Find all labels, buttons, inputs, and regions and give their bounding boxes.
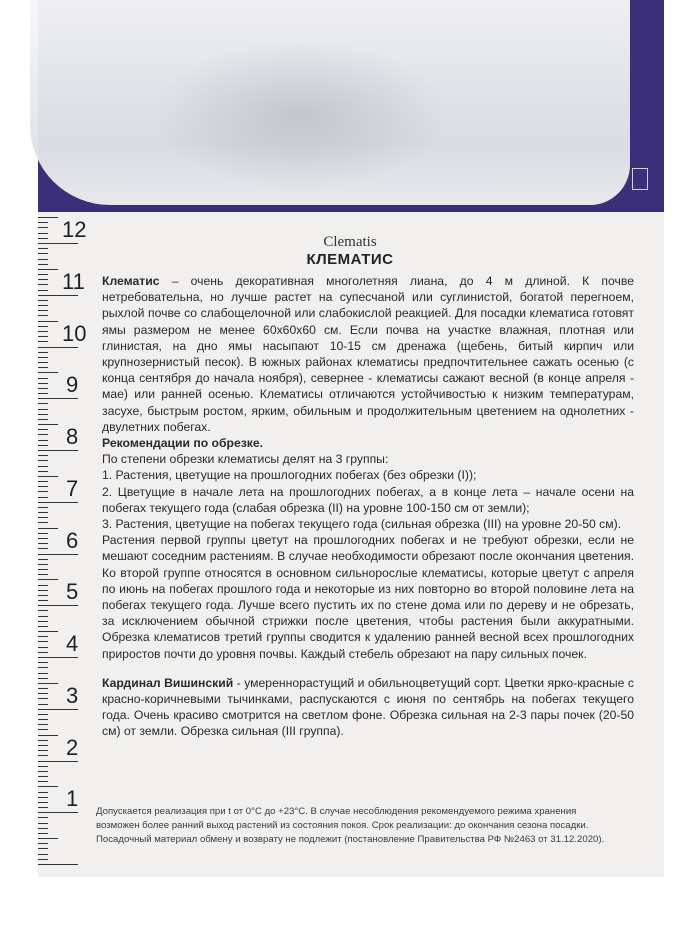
ruler-tick [38,828,48,829]
ruler-tick [38,486,48,487]
ruler-tick [38,476,58,477]
ruler-tick [38,621,48,622]
ruler-number: 8 [66,424,79,449]
ruler-tick [38,279,48,280]
corner-mark [632,168,648,190]
ruler-tick [38,398,78,399]
ruler-tick [38,403,48,404]
ruler-tick [38,683,58,684]
ruler-tick [38,269,58,270]
ruler-tick [38,714,48,715]
ruler-tick [38,735,58,736]
variety-name: Кардинал Вишинский [102,675,234,690]
ruler-tick [38,315,48,316]
ruler-tick [38,383,48,384]
ruler-tick [38,497,48,498]
variety-text: - умереннорастущий и обильноцветущий сорт. Цветки ярко-красные с красно-коричневыми тычинками, распускаются с июня по сентябрь на побегах текущего года. Очень красиво смотрится на светлом фоне. Обрезка сильная на 2-3 пары почек (20-50 см) от земли. Обрезка сильная (III группа). [102,675,634,739]
ruler-tick [38,579,58,580]
ruler-tick [38,274,48,275]
ruler-tick [38,284,48,285]
ruler-tick [38,290,48,291]
ruler-number: 1 [66,786,79,812]
plant-description [102,273,634,435]
ruler-tick [38,590,48,591]
pruning-group-3: 3. Растения, цветущие на побегах текущего года (сильная обрезка (III) на уровне 20-50 см). [102,517,622,532]
ruler-number: 2 [66,734,79,760]
ruler-tick [38,460,48,461]
pruning-group-1: 1. Растения, цветущие на прошлогодних побегах (без обрезки (I)); [102,468,477,483]
ruler-tick [38,517,48,518]
ruler-tick [38,724,48,725]
ruler-tick [38,434,48,435]
ruler-tick [38,797,48,798]
ruler-tick [38,786,58,787]
ruler-tick [38,807,48,808]
description-lead: Клематис [102,274,160,288]
ruler-tick [38,326,48,327]
ruler-tick [38,321,58,322]
ruler-tick [38,854,48,855]
ruler-tick [38,667,48,668]
ruler-tick [38,491,48,492]
ruler-tick [38,388,48,389]
variety-description [102,675,634,740]
ruler-tick [38,833,48,834]
ruler-tick [38,657,78,658]
ruler-tick [38,595,48,596]
ruler-tick [38,227,48,228]
ruler-tick [38,771,48,772]
ruler-tick [38,409,48,410]
ruler-number: 10 [62,320,87,346]
ruler-tick [38,543,48,544]
ruler-tick [38,864,78,865]
ruler-tick [38,502,78,503]
ruler-tick [38,729,48,730]
ruler-tick [38,631,58,632]
ruler-tick [38,585,48,586]
ruler-tick [38,548,48,549]
ruler-number: 5 [66,579,79,605]
ruler-tick [38,750,48,751]
ruler-tick [38,574,48,575]
bag-shadow [150,40,450,190]
ruler-tick [38,812,78,813]
ruler-number: 4 [66,631,79,656]
ruler-tick [38,662,48,663]
pruning-heading: Рекомендации по обрезке. [102,436,264,451]
ruler-tick [38,424,58,425]
ruler-tick [38,781,48,782]
ruler-tick [38,605,78,606]
ruler-tick [38,616,48,617]
ruler-tick [38,838,58,839]
ruler-tick [38,466,48,467]
ruler-tick [38,761,78,762]
ruler-tick [38,378,48,379]
ruler-tick [38,522,48,523]
footer-line-1: Допускается реализация при t от 0°С до +23°С. В случае несоблюдения рекомендуемого режима хранения [96,806,577,817]
ruler-tick [38,414,48,415]
ruler-tick [38,305,48,306]
ruler-tick [38,745,48,746]
ruler-tick [38,652,48,653]
ruler-tick [38,610,48,611]
ruler-number: 7 [66,475,79,501]
ruler-tick [38,848,48,849]
ruler-tick [38,357,48,358]
pruning-group-2: 2. Цветущие в начале лета на прошлогодних побегах, а в конце лета – начале осени на побегах текущего года (слабая обрезка (II) на уровне 100-150 см от земли); [102,484,634,515]
ruler-tick [38,445,48,446]
ruler-tick [38,217,58,218]
ruler-tick [38,688,48,689]
ruler-tick [38,362,48,363]
ruler-tick [38,347,78,348]
latin-name: Clematis [323,234,377,250]
footer-notice [96,805,644,847]
ruler-tick [38,626,48,627]
ruler-tick [38,776,48,777]
ruler-tick [38,693,48,694]
ruler-tick [38,636,48,637]
ruler-tick [38,647,48,648]
ruler-tick [38,600,48,601]
ruler-number: 6 [66,527,79,553]
ruler-tick [38,569,48,570]
pruning-intro: По степени обрезки клематисы делят на 3 группы: [102,452,389,467]
ruler-tick [38,641,48,642]
ruler-tick [38,533,48,534]
ruler-tick [38,310,48,311]
spacer [102,662,634,675]
ruler-tick [38,300,48,301]
ruler-tick [38,766,48,767]
ruler-tick [38,419,48,420]
ruler-tick [38,481,48,482]
ruler-tick [38,538,48,539]
ruler-tick [38,393,48,394]
ruler-tick [38,512,48,513]
footer-line-3: Посадочный материал обмену и возврату не подлежит (постановление Правительства РФ №2463 от 31.12.2020). [96,834,605,845]
ruler-tick [38,336,48,337]
ruler-tick [38,802,48,803]
ruler-tick [38,740,48,741]
ruler-tick [38,429,48,430]
height-ruler [38,212,98,877]
ruler-tick [38,372,58,373]
ruler-tick [38,222,48,223]
ruler-number: 11 [62,268,85,294]
ruler-tick [38,698,48,699]
ruler-tick [38,564,48,565]
description-block [102,273,634,740]
ruler-tick [38,341,48,342]
ruler-tick [38,719,48,720]
ruler-tick [38,559,48,560]
ruler-tick [38,792,48,793]
ruler-tick [38,528,58,529]
pruning-details: Растения первой группы цветут на прошлогодних побегах и не требуют обрезки, если не мешают соседним растениям. В случае необходимости обрезают после окончания цветения. Ко второй группе относятся в основном сильнорослые клематисы, которые цветут с апреля по июнь на побегах прошлого года и некоторые из них повторно во второй половине лета на побегах текущего года. Лучше всего пустить их по стене дома или по дереву и не обрезать, за исключением обычной стрижки после цветения, чтобы растения были аккуратными. Обрезка клематисов третий группы сводится к удалению ранней весной всех прошлогодних приростов почти до уровня почвы. Каждый стебель обрезают на пару сильных почек. [102,533,634,661]
ruler-tick [38,709,78,710]
ruler-tick [38,755,48,756]
ruler-tick [38,843,48,844]
ruler-tick [38,859,48,860]
ruler-tick [38,295,78,296]
ruler-tick [38,673,48,674]
ruler-tick [38,352,48,353]
ruler-tick [38,704,48,705]
description-text: – очень декоративная многолетняя лиана, до 4 м длиной. К почве нетребовательна, но лучше растет на супесчаной или суглинистой, богатой перегноем, рыхлой почве со слабощелочной или слабокислой реакцией. Для посадки клематиса готовят ямы размером не менее 60х60х60 см. Если почва на участке влажная, плотная или глинистая, на дно ямы насыпают 10-15 см дренажа (щебень, битый кирпич или крупнозернистый песок). В южных районах клематисы предпочтительнее сажать осенью (с конца сентября до начала ноября), севернее - клематисы сажают весной (в конце апреля - мае) или ранней осенью. Клематисы отличаются устойчивостью к низким температурам, засухе, быстрым ростом, ярким, обильным и продолжительным цветением на однолетних - двулетних побегах. [102,274,634,434]
ruler-tick [38,367,48,368]
ruler-tick [38,455,48,456]
packaging-top [0,0,700,215]
ruler-tick [38,331,48,332]
footer-line-2: возможен более ранний выход растений из состояния покоя. Срок реализации: до окончания сезона посадки. [96,820,589,831]
ruler-tick [38,823,48,824]
russian-name: КЛЕМАТИС [306,251,394,268]
ruler-tick [38,471,48,472]
ruler-tick [38,554,78,555]
ruler-tick [38,817,48,818]
ruler-tick [38,507,48,508]
ruler-number: 3 [66,682,79,708]
ruler-tick [38,450,78,451]
ruler-tick [38,440,48,441]
ruler-number: 12 [62,217,87,242]
ruler-tick [38,678,48,679]
ruler-number: 9 [66,372,79,398]
